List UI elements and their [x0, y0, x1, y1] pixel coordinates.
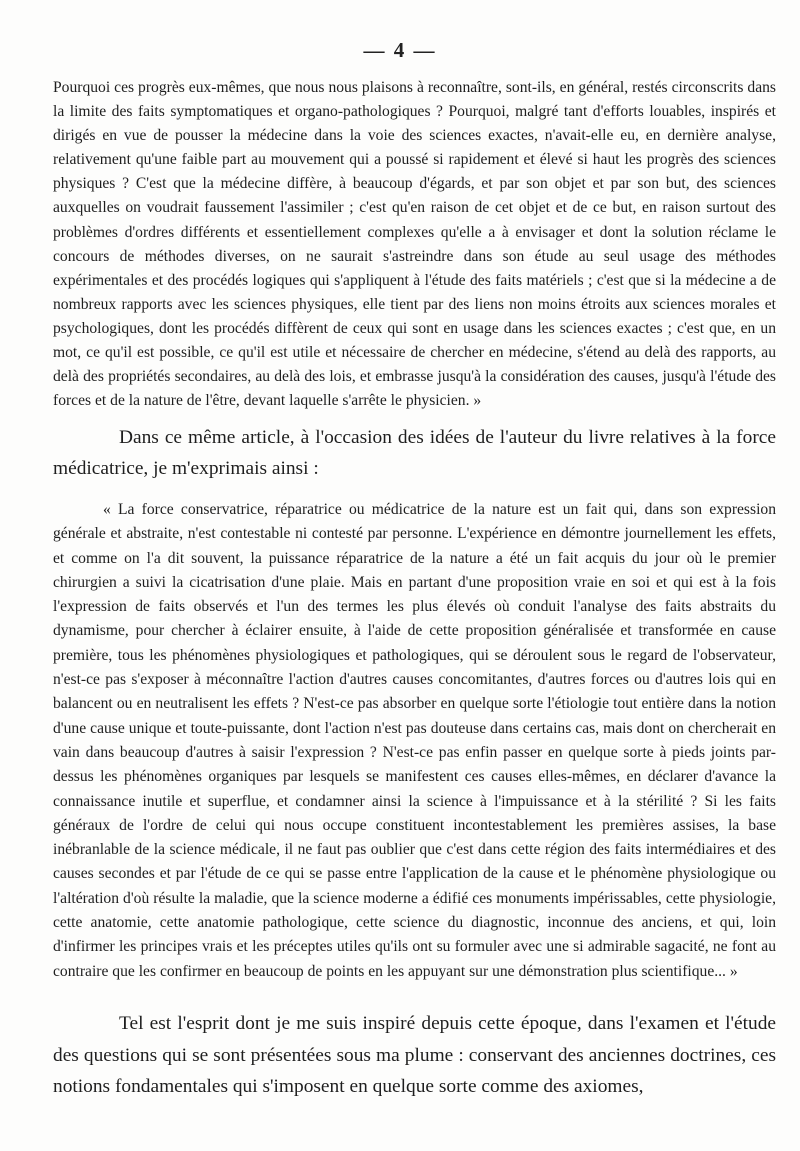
body-paragraph-middle: Dans ce même article, à l'occasion des idées de l'auteur du livre relatives à la force médicatrice, je m'exprimais ainsi : [53, 427, 776, 479]
quotation-paragraph-block: « La force conservatrice, réparatrice ou médicatrice de la nature est un fait qui, dans son expression générale et abstraite, n'est contestable ni contesté par personne. L'expérience en démontre journellement les effets, et comme on l'a dit souvent, la puissance réparatrice de la nature a été un fait acquis du jour où le premier chirurgien a suivi la cicatrisation d'une plaie. Mais en partant d'une proposition vraie en soi et qui est à la fois l'expression de faits observés et l'un des termes les plus élevés où conduit l'analyse des faits abstraits du dynamisme, pour chercher à éclairer ensuite, à l'aide de cette proposition généralisée et transformée en cause première, tous les phénomènes physiologiques et pathologiques, qui se déroulent sous le regard de l'observateur, n'est-ce pas s'exposer à méconnaître l'action d'autres causes concomitantes, d'autres forces ou d'autres lois qui en balancent ou en neutralisent les effets ? N'est-ce pas absorber en quelque sorte l'étiologie tout entière dans la notion d'une cause unique et toute-puissante, dont l'action n'est pas douteuse dans certains cas, mais dont on chercherait en vain dans beaucoup d'autres à saisir l'expression ? N'est-ce pas enfin passer en quelque sorte à pieds joints par-dessus les phénomènes organiques par lesquels se manifestent ces causes elles-mêmes, en déclarer d'avance la connaissance inutile et superflue, et condamner ainsi la science à l'impuissance et à la stérilité ? Si les faits généraux de l'ordre de celui qui nous occupe constituent incontestablement les premières assises, la base inébranlable de la science médicale, il ne faut pas oublier que c'est dans cette région des faits intermédiaires et des causes secondes et par l'étude de ce qui se passe entre l'application de la cause et le phénomène physiologique ou l'altération d'où résulte la maladie, que la science moderne a édifié ces monuments impérissables, cette physiologie, cette anatomie, cette anatomie pathologique, cette science du diagnostic, inconnue des anciens, et qui, loin d'infirmer les principes vrais et les préceptes utiles qu'ils ont su formuler avec une si admirable sagacité, ne font au contraire que les confirmer en beaucoup de points en les appuyant sur une démonstration plus scientifique... » [53, 501, 776, 980]
page-number: — 4 — [363, 38, 437, 62]
body-paragraph-bottom: Tel est l'esprit dont je me suis inspiré depuis cette époque, dans l'examen et l'étude des questions qui se sont présentées sous ma plume : conservant des anciennes doctrines, ces notions fondamentales qui s'imposent en quelque sorte comme des axiomes, [53, 1013, 776, 1097]
quotation-paragraph-top: Pourquoi ces progrès eux-mêmes, que nous nous plaisons à reconnaître, sont-ils, en général, restés circonscrits dans la limite des faits symptomatiques et organo-pathologiques ? Pourquoi, malgré tant d'efforts louables, inspirés et dirigés en vue de pousser la médecine dans la voie des sciences exactes, n'avait-elle eu, en dernière analyse, relativement qu'une faible part au mouvement qui a poussé si rapidement et élevé si haut les progrès des sciences physiques ? C'est que la médecine diffère, à beaucoup d'égards, et par son objet et par son but, des sciences auxquelles on voudrait faussement l'assimiler ; c'est qu'en raison de cet objet et de ce but, en raison surtout des problèmes d'ordres différents et essentiellement complexes qu'elle a à envisager et dont la solution réclame le concours de méthodes diverses, on ne saurait s'astreindre dans son étude au seul usage des méthodes expérimentales et des procédés logiques qui s'appliquent à l'étude des faits matériels ; c'est que si la médecine a de nombreux rapports avec les sciences physiques, elle tient par des liens non moins étroits aux sciences morales et psychologiques, dont les procédés diffèrent de ceux qui sont en usage dans les sciences exactes ; c'est que, en un mot, ce qu'il est possible, ce qu'il est utile et nécessaire de chercher en médecine, s'étend au delà des rapports, au delà des propriétés secondaires, au delà des lois, et embrasse jusqu'à la considération des causes, jusqu'à l'étude des forces et de la nature de l'être, devant laquelle s'arrête le physicien. » [53, 79, 776, 410]
